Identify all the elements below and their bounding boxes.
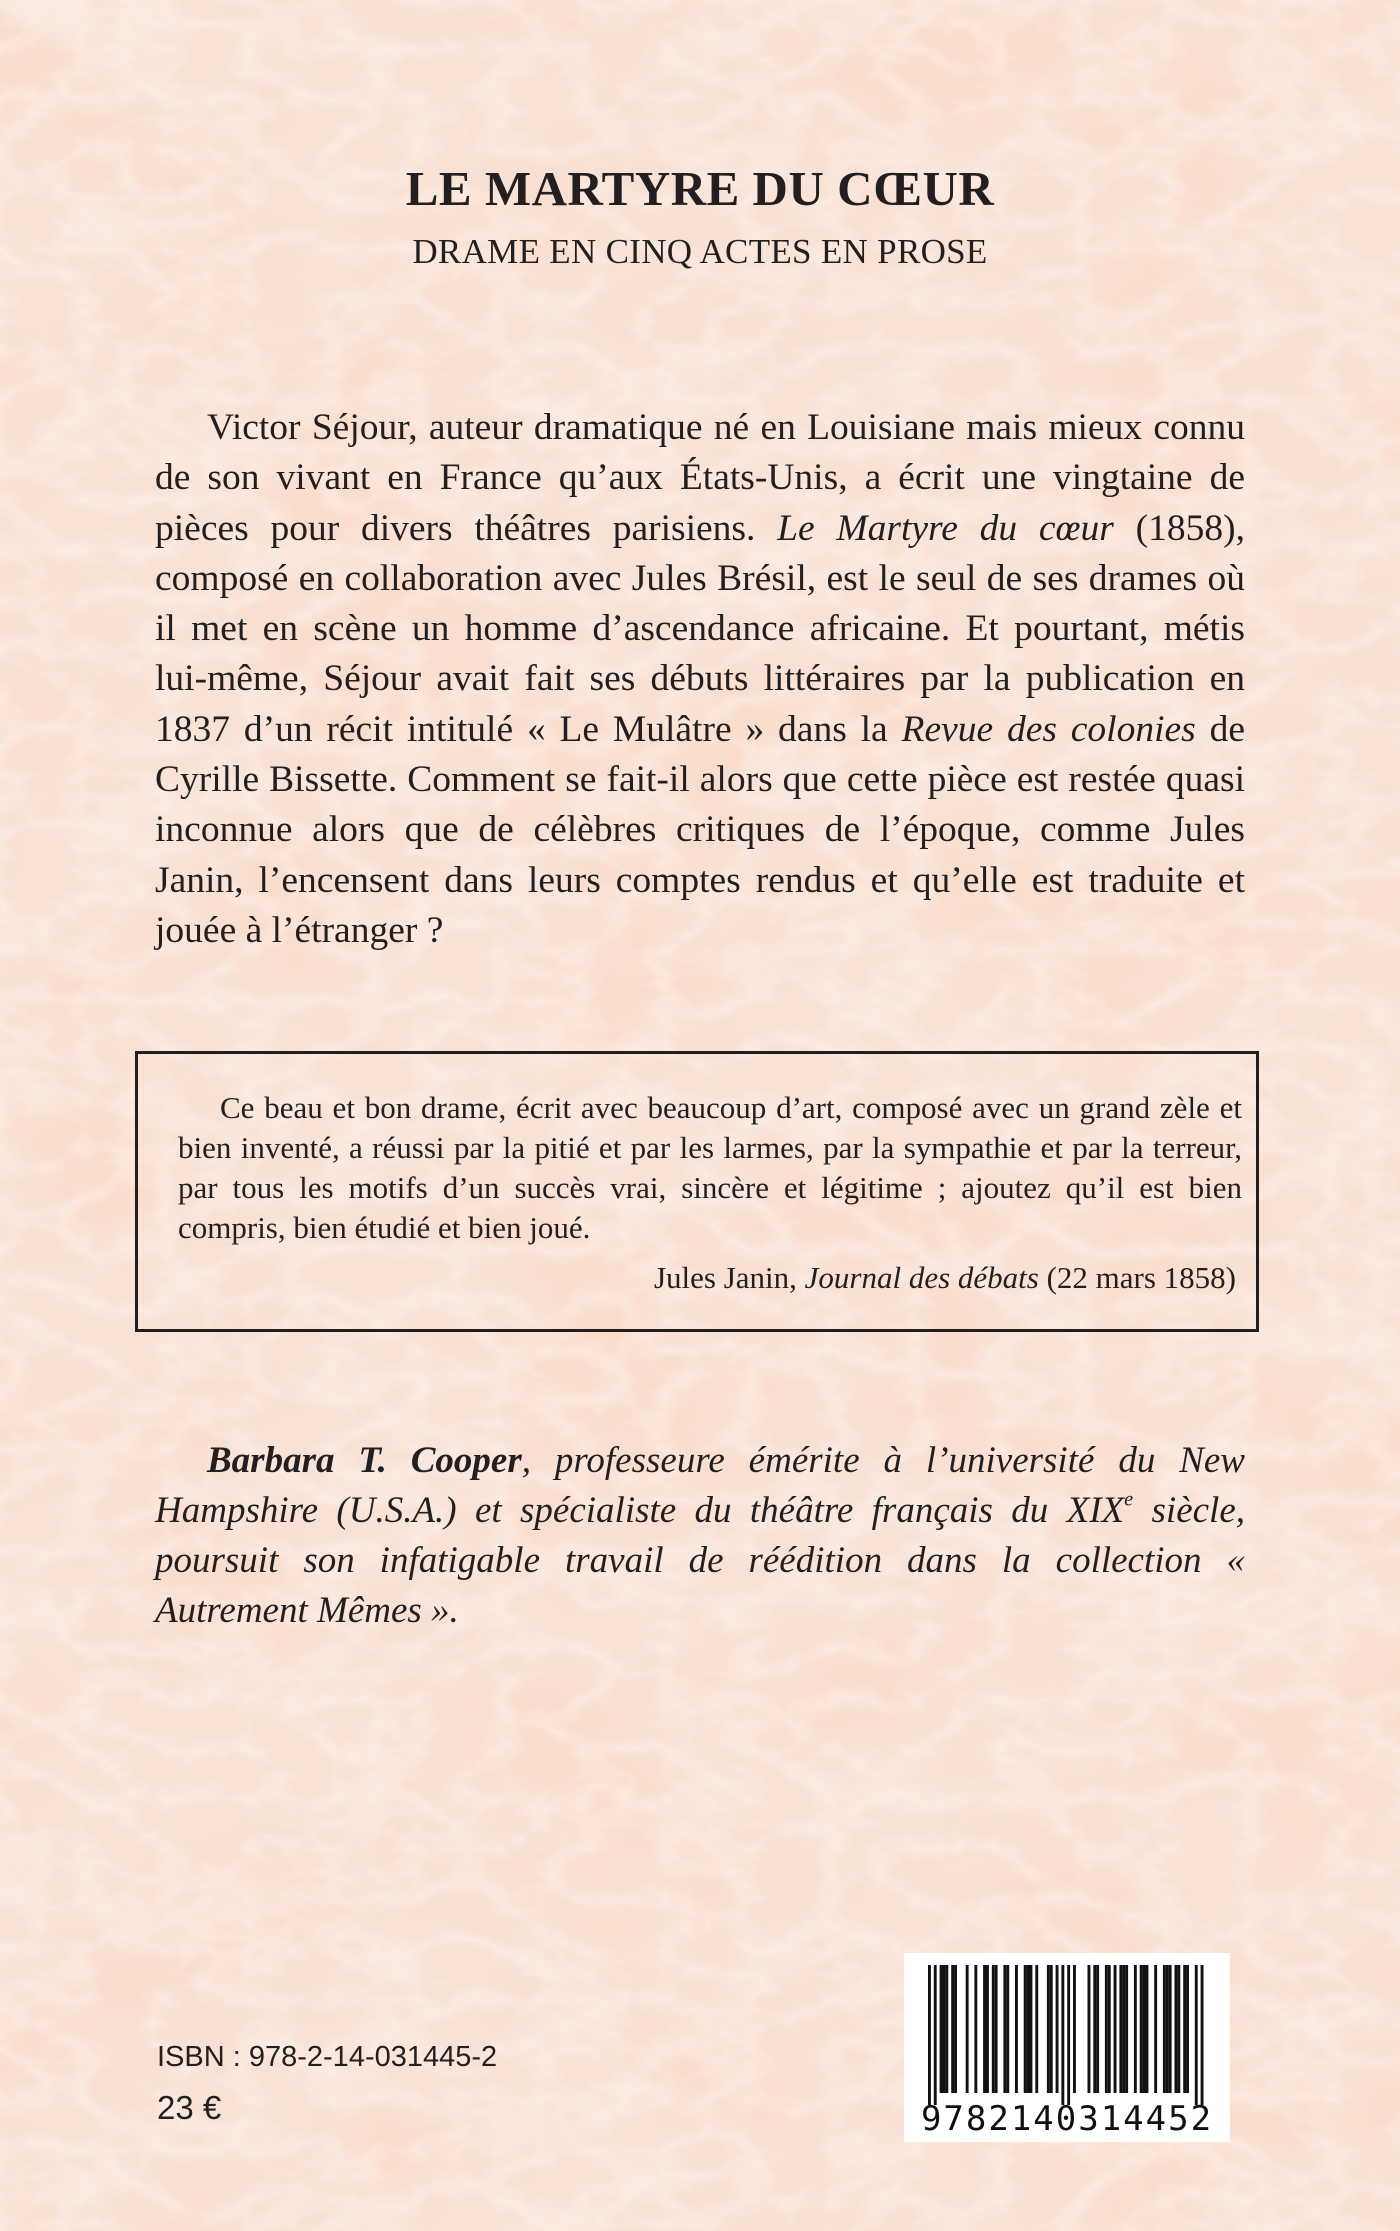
barcode-bar: [1003, 1965, 1006, 2093]
barcode-bar: [1134, 1965, 1137, 2093]
barcode-bar: [1047, 1965, 1050, 2093]
barcode-bar: [1186, 1965, 1189, 2093]
barcode-bar: [1195, 1965, 1198, 2105]
barcode-bar: [1140, 1965, 1143, 2093]
barcode-bar: [1183, 1965, 1186, 2093]
barcode-bar: [951, 1965, 954, 2093]
barcode-bar: [1169, 1965, 1172, 2093]
quote-date: (22 mars 1858): [1038, 1260, 1236, 1295]
barcode-bar: [1105, 1965, 1108, 2093]
barcode-bar: [983, 1965, 986, 2093]
barcode-bar: [966, 1965, 969, 2093]
barcode-bar: [1061, 1965, 1064, 2105]
barcode-bar: [1175, 1965, 1178, 2093]
barcode-bar: [945, 1965, 948, 2093]
barcode-bar: [1119, 1965, 1122, 2093]
bio-superscript: e: [1124, 1488, 1134, 1511]
barcode-bar: [1114, 1965, 1117, 2093]
barcode-bar: [940, 1965, 943, 2093]
barcode-bar: [1146, 1965, 1149, 2093]
barcode-bar: [1163, 1965, 1166, 2093]
barcode-bar: [1024, 1965, 1027, 2093]
barcode-bar: [974, 1965, 977, 2093]
barcode-bar: [1050, 1965, 1053, 2093]
author-name: Barbara T. Cooper: [207, 1440, 522, 1481]
barcode-bar: [1006, 1965, 1009, 2093]
barcode-bar: [1035, 1965, 1038, 2093]
barcode-bar: [943, 1965, 946, 2093]
quote-text: [178, 1088, 1242, 1248]
barcode-bar: [1108, 1965, 1111, 2093]
barcode-bar: [954, 1965, 957, 2093]
barcode-bar: [1154, 1965, 1157, 2093]
barcode-bar: [1093, 1965, 1096, 2093]
bio-text-1: , professeure émérite à l’université du New Hampshire (U.S.A.) et spécialiste du théâtre français du XIX: [155, 1440, 1245, 1531]
summary-italic-title: Le Martyre du cœur: [777, 507, 1114, 549]
quote-body: Ce beau et bon drame, écrit avec beaucoup d’art, composé avec un grand zèle et bien inventé, a réussi par la pitié et par les larmes, par la sympathie et par la terreur, par tous les motifs d’un succès vrai, sincère et légitime ; ajoutez qu’il est bien compris, bien étudié et bien joué.: [178, 1090, 1242, 1245]
barcode-bar: [1073, 1965, 1076, 2093]
barcode-number: 9782140314452: [920, 2099, 1214, 2139]
summary-italic-revue: Revue des colonies: [901, 708, 1196, 750]
summary-text: [155, 403, 1245, 956]
barcode-bar: [1067, 1965, 1070, 2105]
quote-author: Jules Janin,: [653, 1260, 805, 1295]
price-label: 23 €: [157, 2089, 222, 2126]
barcode-bar: [1143, 1965, 1146, 2093]
barcode-bar: [1096, 1965, 1099, 2093]
barcode-bar: [1166, 1965, 1169, 2093]
book-title: LE MARTYRE DU CŒUR: [405, 161, 995, 216]
quote-box: [135, 1051, 1259, 1332]
summary-part-1: Victor Séjour, auteur dramatique né en Louisiane mais mieux connu de son vivant en France qu’aux États-Unis, a écrit une vingtaine de pièces pour divers théâtres parisiens.: [155, 407, 1245, 549]
barcode-bar: [992, 1965, 995, 2093]
author-bio: [155, 1436, 1245, 1636]
quote-attribution: [654, 1258, 1236, 1298]
barcode-bar: [1125, 1965, 1128, 2093]
quote-source-title: Journal des débats: [804, 1260, 1039, 1295]
summary-part-2: (1858), composé en collaboration avec Jules Brésil, est le seul de ses drames où il met en scène un homme d’ascendance africaine. Et pourtant, métis lui-même, Séjour avait fait ses débuts littéraires par la publication en 1837 d’un récit intitulé « Le Mulâtre » dans la: [155, 507, 1245, 750]
barcode-bar: [934, 1965, 937, 2105]
barcode-bar: [986, 1965, 989, 2093]
isbn-label: ISBN : 978-2-14-031445-2: [157, 2041, 498, 2073]
barcode-bar: [1027, 1965, 1030, 2093]
summary-part-3: de Cyrille Bissette. Comment se fait-il alors que cette pièce est restée quasi inconnue alors que de célèbres critiques de l’époque, comme Jules Janin, l’encensent dans leurs comptes rendus et qu’elle est traduite et jouée à l’étranger ?: [155, 708, 1245, 951]
barcode-bar: [1201, 1965, 1204, 2105]
book-subtitle: DRAME EN CINQ ACTES EN PROSE: [412, 232, 988, 271]
barcode-bar: [1177, 1965, 1180, 2093]
barcode-bar: [1056, 1965, 1059, 2093]
bio-text-2: siècle, poursuit son infatigable travail de réédition dans la collection « Autrement Mêmes ».: [155, 1490, 1245, 1631]
barcode-bar: [1122, 1965, 1125, 2093]
barcode-bar: [1015, 1965, 1018, 2093]
barcode-bar: [928, 1965, 931, 2105]
barcode: [904, 1953, 1230, 2142]
barcode-bar: [995, 1965, 998, 2093]
barcode-bar: [1030, 1965, 1033, 2093]
barcode-bar: [1088, 1965, 1091, 2093]
